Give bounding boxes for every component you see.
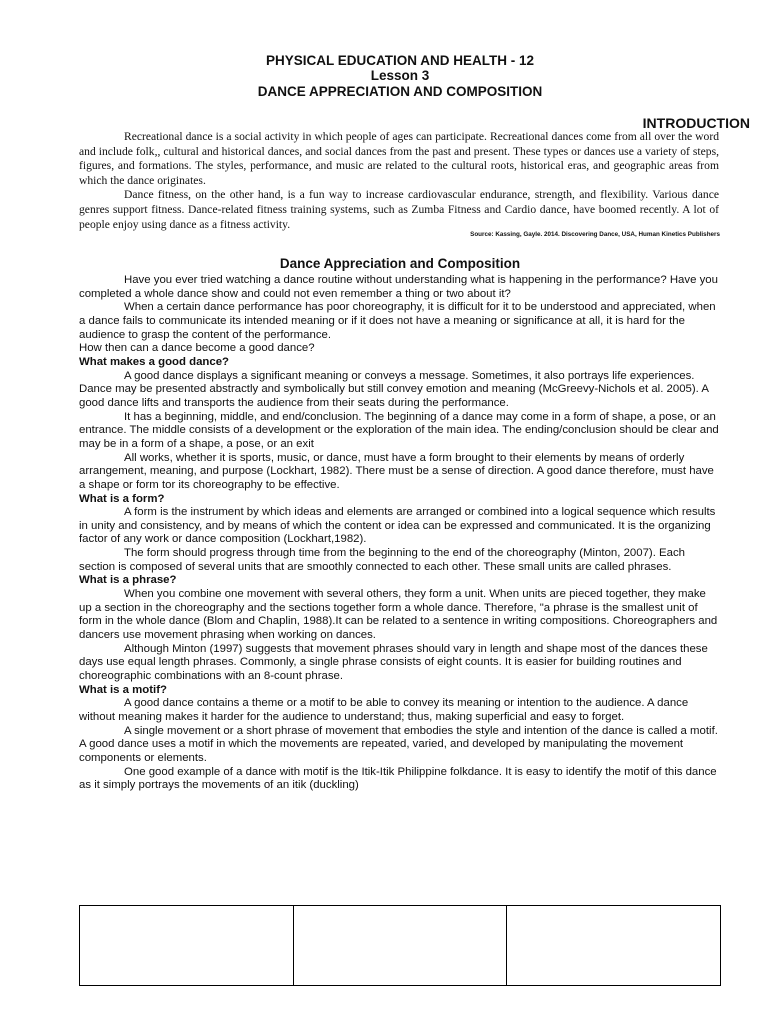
body-paragraph: When a certain dance performance has poor choreography, it is difficult for it to be understood and appreciated, when a dance fails to communicate its intended meaning or if it does not have a meaning or significance at all, it is hard for the audience to grasp the content of the performance. [79, 301, 716, 341]
question-heading: What is a motif? [79, 683, 167, 696]
body-paragraph: Although Minton (1997) suggests that movement phrases should vary in length and shape most of the dances these days use equal length phrases. Commonly, a single phrase consists of eight counts. It is easier for building routines and choreographic combinations with an 8-count phrase. [79, 642, 708, 683]
body-paragraph: One good example of a dance with motif is the Itik-Itik Philippine folkdance. It is easy to identify the motif of this dance as it simply portrays the movements of an itik (duckling) [79, 765, 717, 792]
section-heading: Dance Appreciation and Composition [279, 256, 521, 271]
body-paragraph: A form is the instrument by which ideas and elements are arranged or combined into a logical sequence which results in unity and consistency, and by means of which the content or idea can be expressed and communicated. It is the organizing factor of any work or dance composition (Lockhart,1982). [79, 506, 716, 546]
body-paragraph: All works, whether it is sports, music, or dance, must have a form brought to their elements by means of orderly arrangement, meaning, and purpose (Lockhart, 1982). There must be a sense of direction. A good dance therefore, must have a shape or form tor its choreography to be effective. [79, 451, 714, 491]
table-cell [293, 906, 507, 986]
body-paragraph: A good dance contains a theme or a motif to be able to convey its meaning or intention to the audience. A dance without meaning makes it harder for the audience to understand; thus, making superficial and easy to forget. [79, 697, 689, 723]
table-cell [507, 906, 721, 986]
table-row [80, 906, 721, 986]
intro-paragraph: Recreational dance is a social activity in which people of ages can participate. Recreational dances come from all over the word and include folk,, cultural and historical dances, and social dances from the past and present. These types or dances use a variety of steps, figures, and formations. The styles, performance, and music are related to the cultural roots, historical eras, and geographic areas from which the dance originates. [79, 130, 719, 187]
intro-paragraph: Dance fitness, on the other hand, is a fun way to increase cardiovascular endurance, strength, and flexibility. Various dance genres support fitness. Dance-related fitness training systems, such as Zumba Fitness and Cardio dance, have boomed recently. A lot of people enjoy using dance as a fitness activity. [79, 188, 719, 231]
introduction-body [79, 130, 719, 232]
body-paragraph: A single movement or a short phrase of movement that embodies the style and intention of the dance is called a motif. A good dance uses a motif in which the movements are repeated, varied, and developed by manipulating the movement components or elements. [79, 724, 718, 764]
table-cell [80, 906, 294, 986]
question-heading: What makes a good dance? [79, 355, 230, 368]
source-citation: Source: Kassing, Gayle. 2014. Discovering Dance, USA, Human Kinetics Publishers [470, 231, 720, 238]
introduction-heading: INTRODUCTION [642, 115, 750, 131]
body-paragraph: How then can a dance become a good dance? [79, 342, 315, 355]
body-paragraph: The form should progress through time from the beginning to the end of the choreography (Minton, 2007). Each section is composed of several units that are smoothly connected to each other. These small units are called phrases. [79, 547, 686, 573]
body-paragraph: A good dance displays a significant meaning or conveys a message. Sometimes, it also portrays life experiences. Dance may be presented abstractly and symbolically but still convey emotion and meaning (McGreevy-Nichols et al. 2005). A good dance lifts and transports the audience from their seats during the performance. [79, 369, 709, 409]
image-placeholder-table [79, 905, 721, 986]
subject-title: PHYSICAL EDUCATION AND HEALTH - 12 [265, 53, 535, 68]
question-heading: What is a phrase? [79, 574, 177, 587]
body-paragraph: Have you ever tried watching a dance routine without understanding what is happening in the performance? Have you completed a whole dance show and could not even remember a thing or two about it? [79, 274, 718, 300]
body-paragraph: It has a beginning, middle, and end/conclusion. The beginning of a dance may come in a form of shape, a pose, or an entrance. The middle consists of a development or the exploration of the main idea. The ending/conclusion should be clear and may be in a form of a shape, a pose, or an exit [79, 410, 719, 450]
lesson-title: DANCE APPRECIATION AND COMPOSITION [257, 84, 543, 99]
body-paragraph: When you combine one movement with several others, they form a unit. When units are pieced together, they make up a section in the choreography and the sections together form a whole dance. Therefore, "a phrase is the smallest unit of form in the whole dance (Blom and Chaplin, 1988).It can be related to a sentence in writing compositions. Choreographers and dancers use movement phrasing when working on dances. [79, 588, 718, 642]
lesson-number: Lesson 3 [370, 68, 430, 83]
question-heading: What is a form? [79, 492, 165, 505]
section-body [79, 274, 721, 793]
